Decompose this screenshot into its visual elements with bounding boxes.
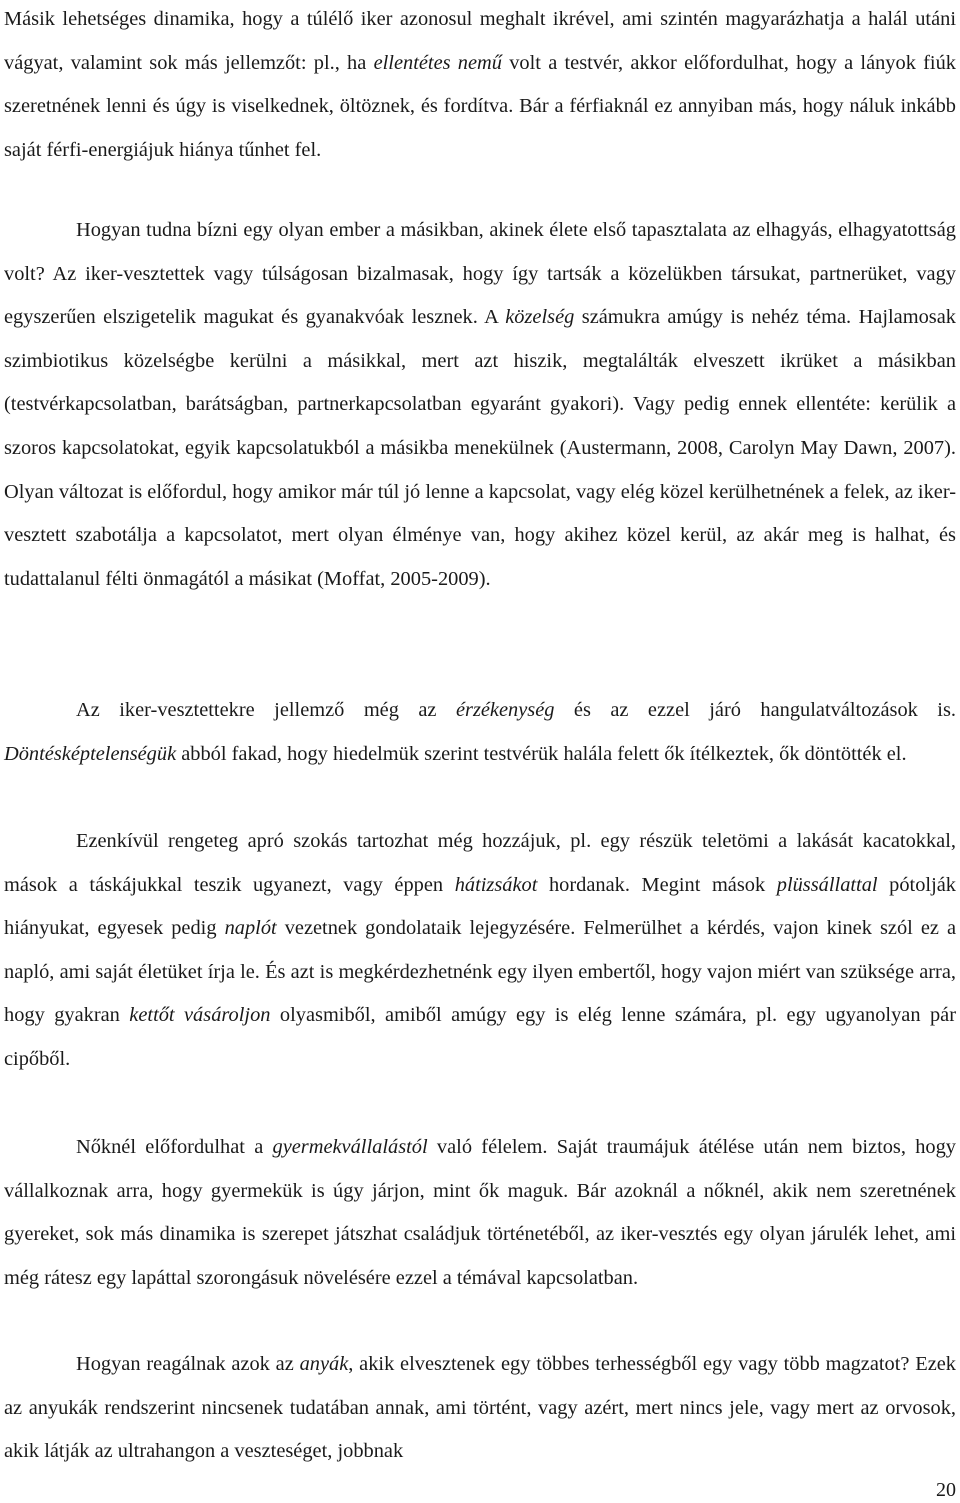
text-run: Ezenkívül rengeteg apró szokás tartozhat még hozzájuk, pl. egy részük teletömi a lakását kacatokkal, mások a táskájukkal teszik ugyanezt, vagy éppen	[4, 830, 956, 896]
italic-text-run: közelség	[505, 306, 575, 329]
text-run: olyasmiből, amiből amúgy egy is elég lenne számára, pl. egy ugyanolyan pár cipőből.	[4, 1004, 956, 1070]
text-run: volt a testvér, akkor előfordulhat, hogy a lányok fiúk szeretnének lenni és úgy is viselkednek, öltöznek, és fordítva. Bár a férfiaknál ez annyiban más, hogy náluk inkább saját férfi-energiájuk hiánya tűnhet fel.	[4, 51, 956, 161]
italic-text-run: naplót	[224, 917, 277, 940]
italic-text-run: anyák	[299, 1353, 349, 1375]
text-run: Hogyan reagálnak azok az	[76, 1353, 300, 1375]
text-run: Hogyan tudna bízni egy olyan ember a másikban, akinek élete első tapasztalata az elhagyás, elhagyatottság volt? Az iker-vesztettek vagy túlságosan bizalmasak, hogy így tartsák a közelükben társukat, partnerüket, vagy egyszerűen elszigetelik magukat és gyanakvóak lesznek. A	[4, 219, 956, 329]
text-run: abból fakad, hogy hiedelmük szerint testvérük halála felett ők ítélkeztek, ők döntötték el.	[176, 742, 907, 765]
paragraph-1	[4, 0, 956, 172]
italic-text-run: hátizsákot	[454, 873, 538, 896]
text-run: Másik lehetséges dinamika, hogy a túlélő iker azonosul meghalt ikrével, ami szintén magyarázhatja a halál utáni vágyat, valamint sok más jellemzőt: pl., ha	[4, 8, 956, 74]
italic-text-run: érzékenység	[455, 699, 555, 721]
text-run: vezetnek gondolataik lejegyzésére. Felmerülhet a kérdés, vajon kinek szól ez a napló, ami saját életüket írja le. És azt is megkérdezhetnénk egy ilyen embertől, hogy vajon miért van szüksége arra, hogy gyakran	[4, 917, 956, 1027]
text-run: és az ezzel járó hangulatváltozások is.	[554, 699, 956, 721]
paragraph-5	[4, 1126, 956, 1300]
italic-text-run: Döntésképtelenségük	[4, 742, 177, 765]
italic-text-run: ellentétes nemű	[373, 51, 502, 74]
text-run: való félelem. Saját traumájuk átélése után nem biztos, hogy vállalkoznak arra, hogy gyermekük is úgy járjon, mint ők maguk. Bár azoknál a nőknél, akik nem szeretnének gyereket, sok más dinamika is szerepet játszhat családjuk történetéből, az iker-vesztés egy olyan járulék lehet, ami még rátesz egy lapáttal szorongásuk növelésére ezzel a témával kapcsolatban.	[4, 1136, 956, 1289]
text-run: pótolják hiányukat, egyesek pedig	[4, 873, 956, 940]
italic-text-run: kettőt vásároljon	[129, 1004, 271, 1027]
text-run: , akik elvesztenek egy többes terhességből egy vagy több magzatot? Ezek az anyukák rendszerint nincsenek tudatában annak, ami történt, vagy azért, mert nincs jele, vagy mert az orvosok, akik látják az ultrahangon a veszteséget, jobbnak	[4, 1353, 956, 1463]
paragraph-3	[4, 689, 956, 776]
text-run: hordanak. Megint mások	[537, 873, 777, 896]
paragraph-2	[4, 209, 956, 601]
page-number: 20	[936, 1479, 956, 1501]
italic-text-run: plüssállattal	[776, 873, 878, 896]
text-run: számukra amúgy is nehéz téma. Hajlamosak szimbiotikus közelségbe kerülni a másikkal, mert azt hiszik, megtalálták elveszett ikrüket a másikban (testvérkapcsolatban, barátságban, partnerkapcsolatban egyaránt gyakori). Vagy pedig ennek ellentéte: kerülik a szoros kapcsolatokat, egyik kapcsolatukból a másikba menekülnek (Austermann, 2008, Carolyn May Dawn, 2007). Olyan változat is előfordul, hogy amikor már túl jó lenne a kapcsolat, vagy elég közel kerülhetnének a felek, az iker-vesztett szabotálja a kapcsolatot, mert olyan élménye van, hogy akihez közel kerül, az akár meg is halhat, és tudattalanul félti önmagától a másikat (Moffat, 2005-2009).	[4, 306, 956, 590]
text-run: Az iker-vesztettekre jellemző még az	[76, 699, 456, 721]
text-run: Nőknél előfordulhat a	[76, 1136, 273, 1158]
italic-text-run: gyermekvállalástól	[272, 1136, 428, 1158]
paragraph-4	[4, 820, 956, 1082]
paragraph-6	[4, 1343, 956, 1474]
